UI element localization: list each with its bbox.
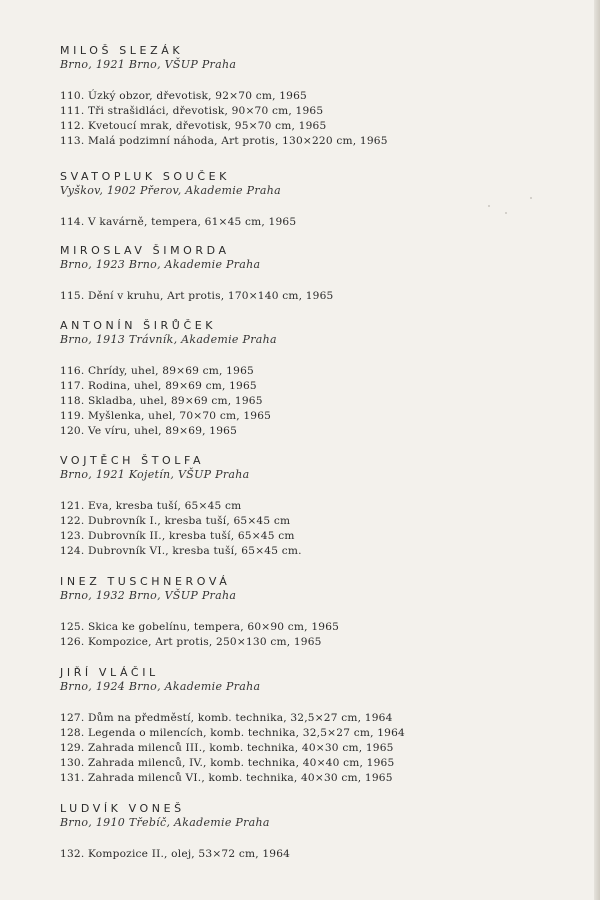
work-item: 132. Kompozice II., olej, 53×72 cm, 1964 — [60, 848, 291, 860]
artist-name: MILOŠ SLEZÁK — [60, 44, 184, 57]
work-item: 119. Myšlenka, uhel, 70×70 cm, 1965 — [60, 410, 272, 422]
works-list — [60, 289, 333, 304]
works-list — [60, 364, 277, 439]
work-item: 123. Dubrovník II., kresba tuší, 65×45 cm — [60, 530, 295, 542]
page-edge-shadow — [594, 0, 600, 900]
artist-bio: Brno, 1910 Třebíč, Akademie Praha — [60, 816, 270, 829]
artist-name: ANTONÍN ŠIRŮČEK — [60, 319, 217, 332]
work-item: 125. Skica ke gobelínu, tempera, 60×90 cm, 1965 — [60, 621, 340, 633]
work-item: 124. Dubrovník VI., kresba tuší, 65×45 cm. — [60, 545, 302, 557]
paper-speck — [530, 197, 532, 199]
works-list — [60, 711, 405, 786]
artist-bio: Vyškov, 1902 Přerov, Akademie Praha — [60, 184, 282, 197]
artist-bio: Brno, 1921 Kojetín, VŠUP Praha — [60, 468, 250, 481]
works-list — [60, 89, 388, 149]
artist-entry — [60, 44, 388, 165]
work-item: 131. Zahrada milenců VI., komb. technika, 40×30 cm, 1965 — [60, 772, 393, 784]
works-list — [60, 499, 302, 559]
artist-entry — [60, 666, 405, 802]
artist-entry — [60, 170, 296, 246]
artist-bio: Brno, 1924 Brno, Akademie Praha — [60, 680, 261, 693]
work-item: 128. Legenda o milencích, komb. technika, 32,5×27 cm, 1964 — [60, 727, 405, 739]
work-item: 126. Kompozice, Art protis, 250×130 cm, 1965 — [60, 636, 322, 648]
artist-entry — [60, 244, 333, 320]
artist-bio: Brno, 1932 Brno, VŠUP Praha — [60, 589, 237, 602]
artist-bio: Brno, 1913 Trávník, Akademie Praha — [60, 333, 277, 346]
artist-bio: Brno, 1923 Brno, Akademie Praha — [60, 258, 261, 271]
work-item: 127. Dům na předměstí, komb. technika, 32,5×27 cm, 1964 — [60, 712, 393, 724]
work-item: 121. Eva, kresba tuší, 65×45 cm — [60, 500, 242, 512]
artist-name: SVATOPLUK SOUČEK — [60, 170, 230, 183]
artist-name: JIŘÍ VLÁČIL — [60, 666, 159, 679]
work-item: 118. Skladba, uhel, 89×69 cm, 1965 — [60, 395, 263, 407]
work-item: 120. Ve víru, uhel, 89×69, 1965 — [60, 425, 238, 437]
work-item: 111. Tři strašidláci, dřevotisk, 90×70 cm, 1965 — [60, 105, 324, 117]
work-item: 112. Kvetoucí mrak, dřevotisk, 95×70 cm, 1965 — [60, 120, 327, 132]
artist-entry — [60, 575, 339, 666]
artist-name: VOJTĚCH ŠTOLFA — [60, 454, 205, 467]
works-list — [60, 847, 290, 862]
artist-entry — [60, 319, 277, 455]
artist-bio: Brno, 1921 Brno, VŠUP Praha — [60, 58, 237, 71]
artist-entry — [60, 802, 290, 878]
work-item: 117. Rodina, uhel, 89×69 cm, 1965 — [60, 380, 257, 392]
artist-name: LUDVÍK VONEŠ — [60, 802, 185, 815]
work-item: 130. Zahrada milenců, IV., komb. technika, 40×40 cm, 1965 — [60, 757, 395, 769]
artist-entry — [60, 454, 302, 575]
paper-speck — [488, 205, 490, 207]
paper-speck — [505, 212, 507, 214]
artist-name: MIROSLAV ŠIMORDA — [60, 244, 230, 257]
work-item: 116. Chrídy, uhel, 89×69 cm, 1965 — [60, 365, 254, 377]
work-item: 113. Malá podzimní náhoda, Art protis, 130×220 cm, 1965 — [60, 135, 388, 147]
work-item: 110. Úzký obzor, dřevotisk, 92×70 cm, 1965 — [60, 90, 307, 102]
work-item: 122. Dubrovník I., kresba tuší, 65×45 cm — [60, 515, 291, 527]
work-item: 115. Dění v kruhu, Art protis, 170×140 cm, 1965 — [60, 290, 334, 302]
artist-name: INEZ TUSCHNEROVÁ — [60, 575, 231, 588]
works-list — [60, 215, 296, 230]
work-item: 129. Zahrada milenců III., komb. technika, 40×30 cm, 1965 — [60, 742, 394, 754]
work-item: 114. V kavárně, tempera, 61×45 cm, 1965 — [60, 216, 297, 228]
works-list — [60, 620, 339, 650]
